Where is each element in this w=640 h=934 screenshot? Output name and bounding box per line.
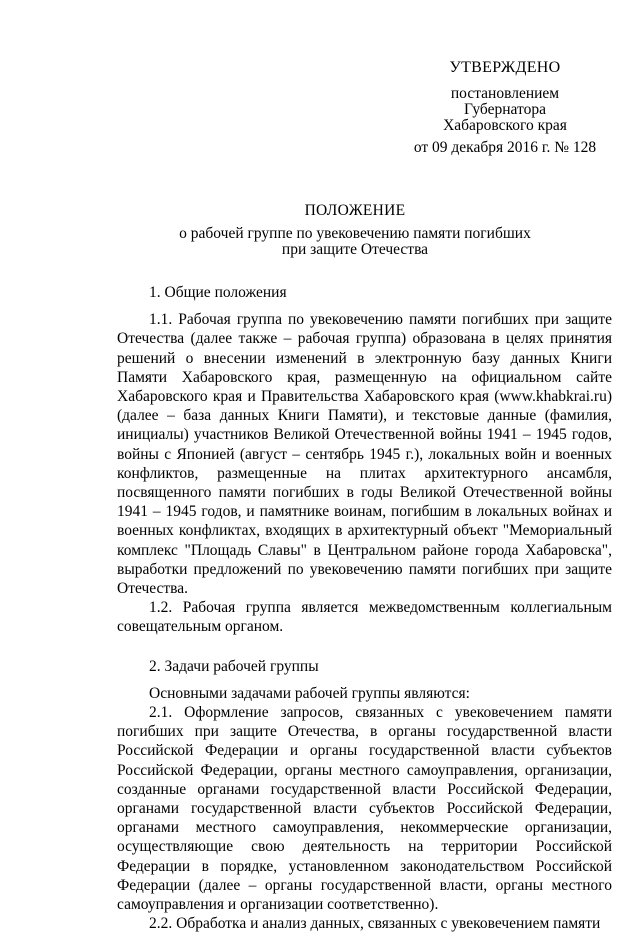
paragraph-1-2: 1.2. Рабочая группа является межведомственным коллегиальным совещательным органом. bbox=[117, 599, 612, 636]
approval-stamp bbox=[380, 60, 630, 156]
document-subtitle-line-1: о рабочей группе по увековечению памяти погибших bbox=[179, 224, 531, 242]
approval-line-2: Губернатора bbox=[464, 101, 546, 118]
approval-line-3: Хабаровского края bbox=[443, 117, 567, 134]
section-2-intro: Основными задачами рабочей группы являются: bbox=[149, 684, 470, 702]
document-title-block bbox=[110, 203, 600, 259]
approval-title: УТВЕРЖДЕНО bbox=[449, 59, 561, 76]
document-title: ПОЛОЖЕНИЕ bbox=[304, 202, 406, 219]
spacer bbox=[117, 637, 612, 657]
paragraph-1-1: 1.1. Рабочая группа по увековечению памяти погибших при защите Отечества (далее также – рабочая группа) образована в целях принятия решений о внесении изменений в электронную базу данных Книги Памяти Хабаровского края, размещенную на официальном сайте Хабаровского края и Правительства Хабаровского края (www.khabkrai.ru) (далее – база данных Книги Памяти), и текстовые данные (фамилия, инициалы) участников Великой Отечественной войны 1941 – 1945 годов, войны с Японией (август – сентябрь 1945 г.), локальных войн и военных конфликтов, размещенные на плитах архитектурного ансамбля, посвященного памяти погибших в годы Великой Отечественной войны 1941 – 1945 годов, и памятнике воинам, погибшим в локальных войнах и военных конфликтах, входящих в архитектурный объект "Мемориальный комплекс "Площадь Славы" в Центральном районе города Хабаровска", выработки предложений по увековечению памяти погибших при защите Отечества. bbox=[117, 311, 612, 598]
approval-line-1: постановлением bbox=[450, 85, 560, 102]
section-1-heading: 1. Общие положения bbox=[149, 284, 287, 301]
approval-date: от 09 декабря 2016 г. № 128 bbox=[413, 139, 597, 156]
paragraph-2-2: 2.2. Обработка и анализ данных, связанных с увековечением памяти bbox=[149, 915, 601, 933]
document-subtitle-line-2: при защите Отечества bbox=[281, 241, 429, 258]
document-body bbox=[117, 283, 612, 934]
paragraph-2-1: 2.1. Оформление запросов, связанных с увековечением памяти погибших при защите Отечества, в органы государственной власти Российской Федерации и органы государственной власти субъектов Российской Федерации, органы местного самоуправления, организации, созданные органами государственной власти Российской Федерации, органами государственной власти субъектов Российской Федерации, органами местного самоуправления, некоммерческие организации, осуществляющие свою деятельность на территории Российской Федерации в порядке, установленном законодательством Российской Федерации (далее – органы государственной власти, органы местного самоуправления и организации соответственно). bbox=[117, 704, 612, 914]
section-2-heading: 2. Задачи рабочей группы bbox=[149, 657, 319, 675]
